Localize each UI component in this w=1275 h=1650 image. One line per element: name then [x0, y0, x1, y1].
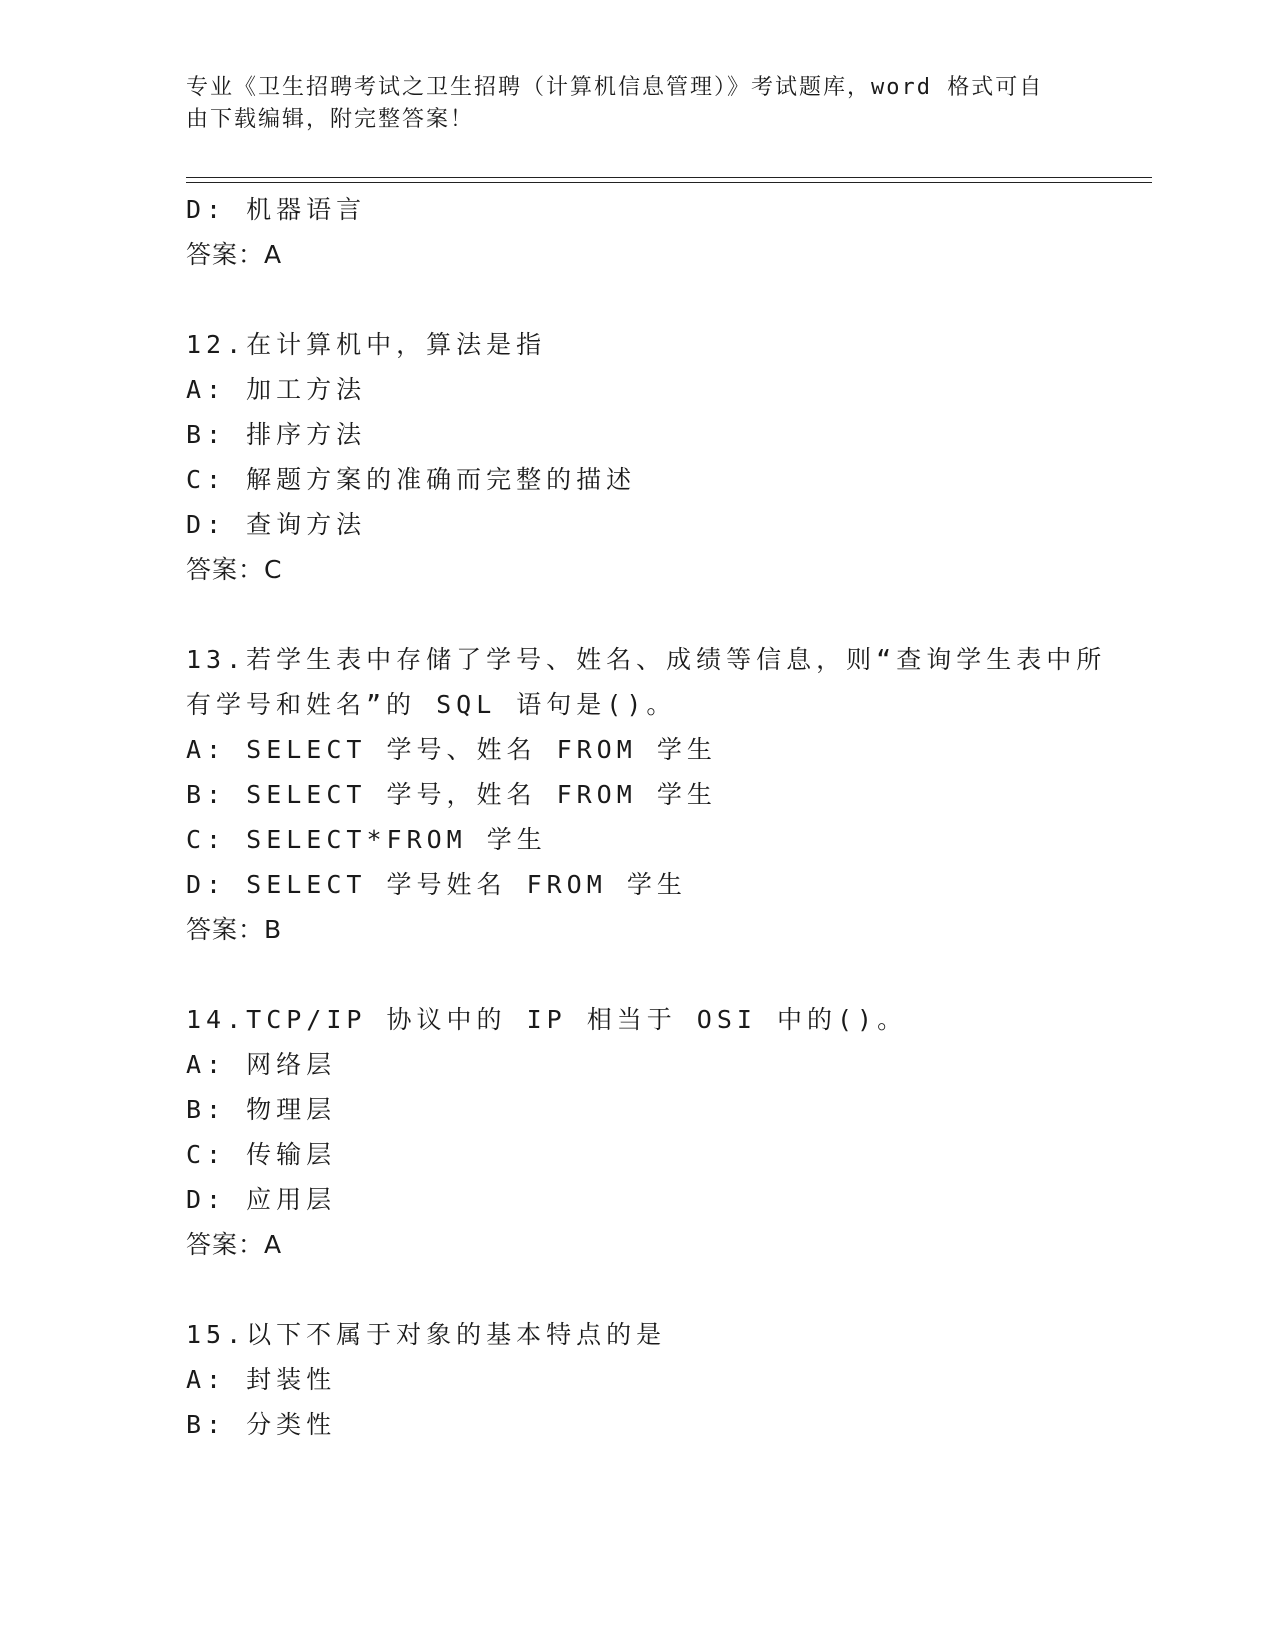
q14-option-b: B: 物理层	[186, 1095, 337, 1124]
q12-option-d: D: 查询方法	[186, 510, 367, 539]
q12-stem: 12.在计算机中，算法是指	[186, 330, 547, 359]
q13-option-c: C: SELECT*FROM 学生	[186, 825, 547, 854]
q13-option-d: D: SELECT 学号姓名 FROM 学生	[186, 870, 687, 899]
header-divider-bottom	[186, 182, 1152, 183]
q14-option-c: C: 传输层	[186, 1140, 337, 1169]
q12-answer: 答案：C	[186, 555, 283, 584]
header-divider-top	[186, 177, 1152, 178]
q12-option-b: B: 排序方法	[186, 420, 367, 449]
prev-option-d: D: 机器语言	[186, 195, 367, 224]
q13-answer: 答案：B	[186, 915, 283, 944]
q15-option-a: A: 封装性	[186, 1365, 337, 1394]
document-header	[186, 72, 1066, 136]
prev-answer: 答案：A	[186, 240, 283, 269]
q14-stem: 14.TCP/IP 协议中的 IP 相当于 OSI 中的()。	[186, 1005, 908, 1034]
q12-option-a: A: 加工方法	[186, 375, 367, 404]
q14-answer: 答案：A	[186, 1230, 283, 1259]
q14-option-a: A: 网络层	[186, 1050, 337, 1079]
q13-stem-line-1: 13.若学生表中存储了学号、姓名、成绩等信息，则“查询学生表中所	[186, 645, 1107, 674]
q12-option-c: C: 解题方案的准确而完整的描述	[186, 465, 637, 494]
q13-option-b: B: SELECT 学号，姓名 FROM 学生	[186, 780, 717, 809]
q13-option-a: A: SELECT 学号、姓名 FROM 学生	[186, 735, 717, 764]
header-line-1: 专业《卫生招聘考试之卫生招聘（计算机信息管理）》考试题库，word 格式可自	[186, 75, 1044, 100]
q13-stem-line-2: 有学号和姓名”的 SQL 语句是()。	[186, 690, 677, 719]
q14-option-d: D: 应用层	[186, 1185, 337, 1214]
q15-stem: 15.以下不属于对象的基本特点的是	[186, 1320, 667, 1349]
header-line-2: 由下载编辑，附完整答案！	[186, 107, 475, 132]
q15-option-b: B: 分类性	[186, 1410, 337, 1439]
